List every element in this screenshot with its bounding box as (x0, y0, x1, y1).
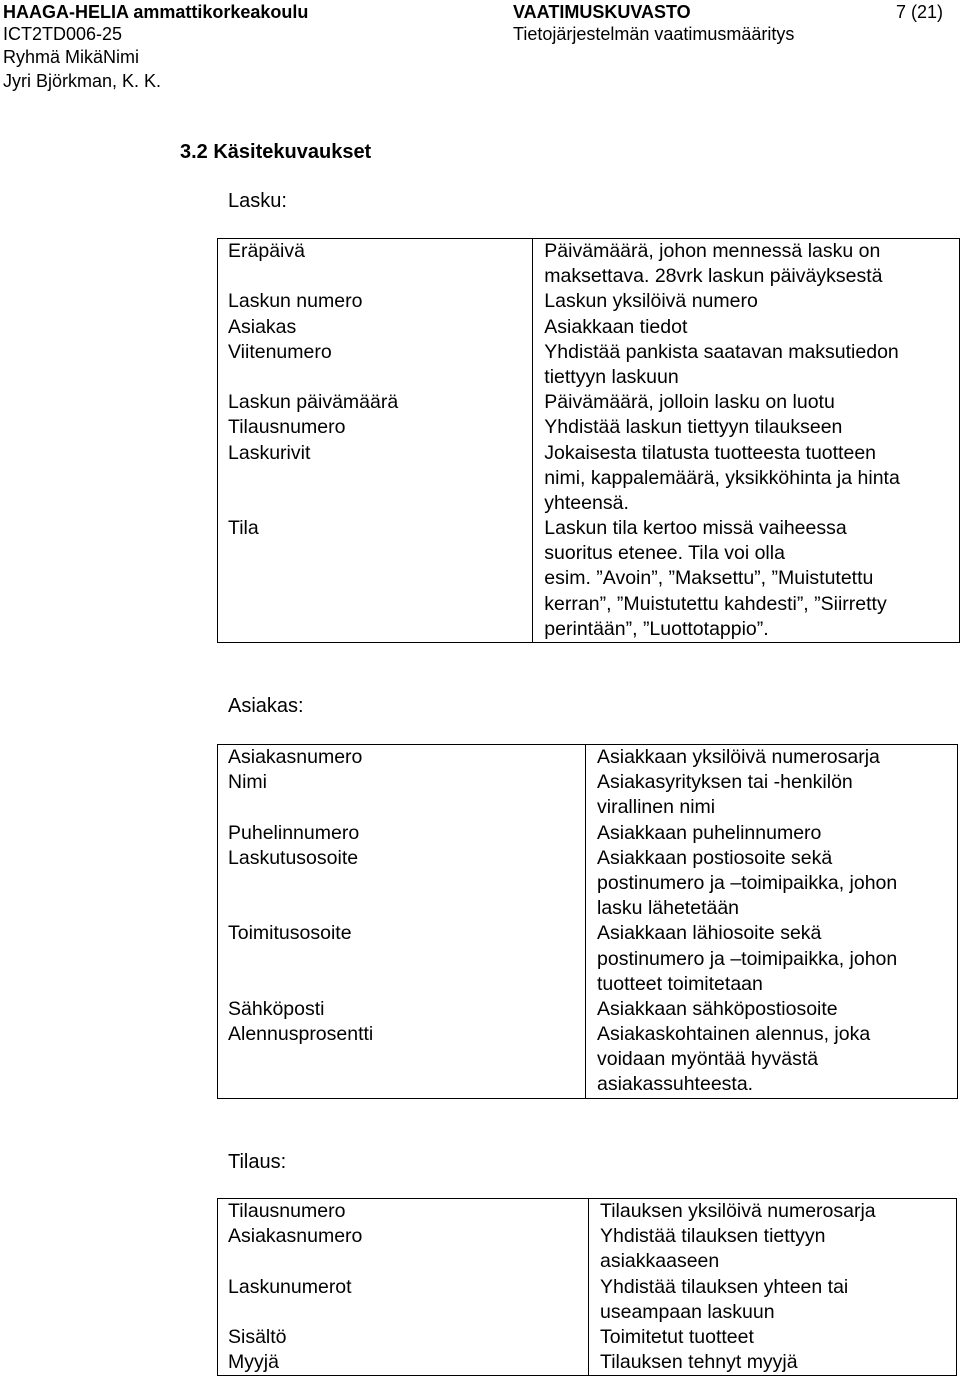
lasku-attribute-line: Laskurivit (228, 441, 311, 464)
tilaus-attribute-line: Laskunumerot (228, 1275, 352, 1298)
attribute-column (218, 239, 533, 643)
asiakas-label: Asiakas: (228, 695, 304, 717)
document-subtitle: Tietojärjestelmän vaatimusmääritys (513, 24, 795, 44)
asiakas-attribute-line: Alennusprosentti (228, 1023, 374, 1046)
lasku-description-line: Jokaisesta tilatusta tuotteesta tuotteen (544, 441, 877, 464)
lasku-attribute-line: Laskun päivämäärä (228, 391, 399, 414)
tilaus-attribute-line (228, 1300, 588, 1325)
lasku-description-line: maksettava. 28vrk laskun päiväyksestä (544, 265, 883, 288)
asiakas-attribute-line: Sähköposti (228, 997, 325, 1020)
lasku-description-line: Yhdistää laskun tiettyyn tilaukseen (544, 416, 843, 439)
asiakas-attribute-line: Laskutusosoite (228, 846, 359, 869)
lasku-table (217, 238, 960, 643)
lasku-description-line: perintään”, ”Luottotappio”. (544, 617, 769, 640)
course-code: ICT2TD006-25 (3, 24, 123, 44)
tilaus-attribute-line (228, 1249, 588, 1274)
asiakas-description-line: tuotteet toimitetaan (597, 972, 763, 995)
lasku-attribute-line: Eräpäivä (228, 240, 305, 262)
asiakas-description-line: Asiakkaan yksilöivä numerosarja (597, 746, 880, 768)
lasku-description-line: nimi, kappalemäärä, yksikköhinta ja hinta (544, 466, 900, 489)
lasku-description-line: Laskun yksilöivä numero (544, 290, 758, 313)
lasku-description-line: Päivämäärä, jolloin lasku on luotu (544, 391, 835, 414)
asiakas-description-line: Asiakasyrityksen tai -henkilön (597, 771, 853, 794)
table-row (218, 745, 958, 1099)
lasku-description-line: tiettyyn laskuun (544, 365, 679, 388)
asiakas-description-line: asiakassuhteesta. (597, 1073, 754, 1096)
lasku-attribute-line (228, 466, 532, 491)
tilaus-description-line: Yhdistää tilauksen yhteen tai (600, 1275, 849, 1298)
tilaus-description-line: Toimitetut tuotteet (600, 1325, 754, 1348)
lasku-attribute-line: Tila (228, 517, 259, 540)
asiakas-attribute-line (228, 972, 585, 997)
asiakas-description-line: lasku lähetetään (597, 897, 740, 920)
school-name: HAAGA-HELIA ammattikorkeakoulu (3, 2, 309, 22)
asiakas-attribute-line (228, 1072, 585, 1097)
lasku-description-line: suoritus etenee. Tila voi olla (544, 542, 785, 565)
lasku-attribute-line (228, 566, 532, 591)
lasku-attribute-line (228, 491, 532, 516)
group-name: Ryhmä MikäNimi (3, 47, 140, 67)
asiakas-description-line: virallinen nimi (597, 796, 716, 819)
lasku-description-line: yhteensä. (544, 491, 629, 514)
lasku-description-line: Päivämäärä, johon mennessä lasku on (544, 240, 881, 262)
tilaus-description-line: asiakkaaseen (600, 1250, 720, 1273)
tilaus-attribute-line: Myyjä (228, 1351, 279, 1374)
tilaus-description-line: Tilauksen tehnyt myyjä (600, 1351, 798, 1374)
lasku-attribute-line: Laskun numero (228, 290, 363, 313)
lasku-description-line: Asiakkaan tiedot (544, 315, 688, 338)
asiakas-description-line: postinumero ja –toimipaikka, johon (597, 947, 898, 970)
lasku-attribute-line (228, 592, 532, 617)
lasku-attribute-line: Tilausnumero (228, 416, 346, 439)
asiakas-description-line: Asiakkaan sähköpostiosoite (597, 997, 838, 1020)
tilaus-description-line: Yhdistää tilauksen tiettyyn (600, 1225, 826, 1248)
lasku-description-line: Laskun tila kertoo missä vaiheessa (544, 517, 847, 540)
asiakas-description-line: Asiakaskohtainen alennus, joka (597, 1023, 871, 1046)
page-number: 7 (21) (896, 2, 944, 22)
asiakas-attribute-line (228, 947, 585, 972)
asiakas-attribute-line (228, 1047, 585, 1072)
description-column (589, 1199, 957, 1376)
asiakas-attribute-line: Asiakasnumero (228, 746, 363, 768)
section-heading: 3.2 Käsitekuvaukset (180, 141, 372, 163)
asiakas-attribute-line: Toimitusosoite (228, 922, 352, 945)
lasku-description-line: Yhdistää pankista saatavan maksutiedon (544, 340, 899, 363)
tilaus-description-line: Tilauksen yksilöivä numerosarja (600, 1200, 876, 1222)
asiakas-description-line: Asiakkaan postiosoite sekä (597, 846, 833, 869)
asiakas-attribute-line: Puhelinnumero (228, 821, 360, 844)
attribute-column (218, 745, 586, 1099)
tilaus-table (217, 1198, 957, 1376)
description-column (586, 745, 958, 1099)
tilaus-attribute-line: Tilausnumero (228, 1200, 346, 1222)
lasku-attribute-line (228, 264, 532, 289)
page-header (0, 0, 960, 100)
asiakas-description-line: Asiakkaan puhelinnumero (597, 821, 822, 844)
asiakas-attribute-line (228, 896, 585, 921)
attribute-column (218, 1199, 589, 1376)
tilaus-description-line: useampaan laskuun (600, 1300, 775, 1323)
tilaus-attribute-line: Asiakasnumero (228, 1225, 363, 1248)
asiakas-attribute-line (228, 795, 585, 820)
lasku-attribute-line: Asiakas (228, 315, 297, 338)
lasku-attribute-line (228, 541, 532, 566)
asiakas-attribute-line (228, 871, 585, 896)
lasku-description-line: kerran”, ”Muistutettu kahdesti”, ”Siirretty (544, 592, 887, 615)
asiakas-attribute-line: Nimi (228, 771, 267, 794)
lasku-label: Lasku: (228, 190, 287, 212)
tilaus-label: Tilaus: (228, 1151, 287, 1173)
description-column (533, 239, 960, 643)
lasku-attribute-line (228, 365, 532, 390)
tilaus-attribute-line: Sisältö (228, 1325, 287, 1348)
lasku-description-line: esim. ”Avoin”, ”Maksettu”, ”Muistutettu (544, 567, 874, 590)
lasku-attribute-line (228, 617, 532, 642)
table-row (218, 1199, 957, 1376)
document-title: VAATIMUSKUVASTO (513, 2, 691, 22)
asiakas-table (217, 744, 958, 1099)
authors: Jyri Björkman, K. K. (3, 71, 162, 91)
asiakas-description-line: voidaan myöntää hyvästä (597, 1048, 819, 1071)
table-row (218, 239, 960, 643)
asiakas-description-line: postinumero ja –toimipaikka, johon (597, 871, 898, 894)
asiakas-description-line: Asiakkaan lähiosoite sekä (597, 922, 822, 945)
lasku-attribute-line: Viitenumero (228, 340, 332, 363)
